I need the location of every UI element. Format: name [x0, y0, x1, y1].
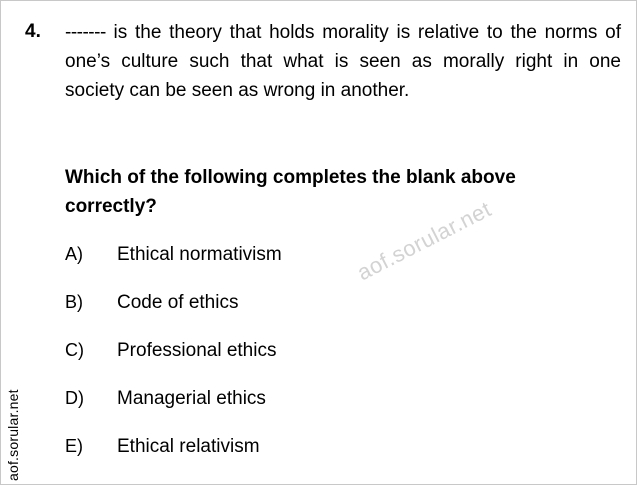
option-e[interactable] — [65, 436, 585, 484]
option-letter: C) — [65, 340, 84, 360]
watermark-vertical: aof.sorular.net — [5, 389, 21, 481]
option-letter: A) — [65, 244, 83, 264]
question-number: 4. — [25, 21, 41, 42]
question-block — [21, 19, 621, 106]
option-letter: D) — [65, 388, 84, 408]
option-b[interactable] — [65, 292, 585, 340]
option-text: Professional ethics — [117, 340, 277, 361]
option-d[interactable] — [65, 388, 585, 436]
option-text: Managerial ethics — [117, 388, 266, 409]
question-text — [65, 19, 621, 106]
answer-options — [65, 244, 585, 484]
option-c[interactable] — [65, 340, 585, 388]
question-blank: ------- — [65, 22, 106, 43]
option-text: Ethical normativism — [117, 244, 282, 265]
watermark-diagonal: aof.sorular.net — [353, 196, 496, 286]
option-letter: E) — [65, 436, 83, 456]
question-body: is the theory that holds morality is relative to the norms of one’s culture such that what is seen as morally right in one society can be seen as wrong in another. — [65, 22, 621, 101]
option-text: Ethical relativism — [117, 436, 260, 457]
option-text: Code of ethics — [117, 292, 239, 313]
option-letter: B) — [65, 292, 83, 312]
question-row — [21, 19, 621, 106]
question-prompt: Which of the following completes the blank above correctly? — [65, 167, 516, 217]
option-a[interactable] — [65, 244, 585, 292]
